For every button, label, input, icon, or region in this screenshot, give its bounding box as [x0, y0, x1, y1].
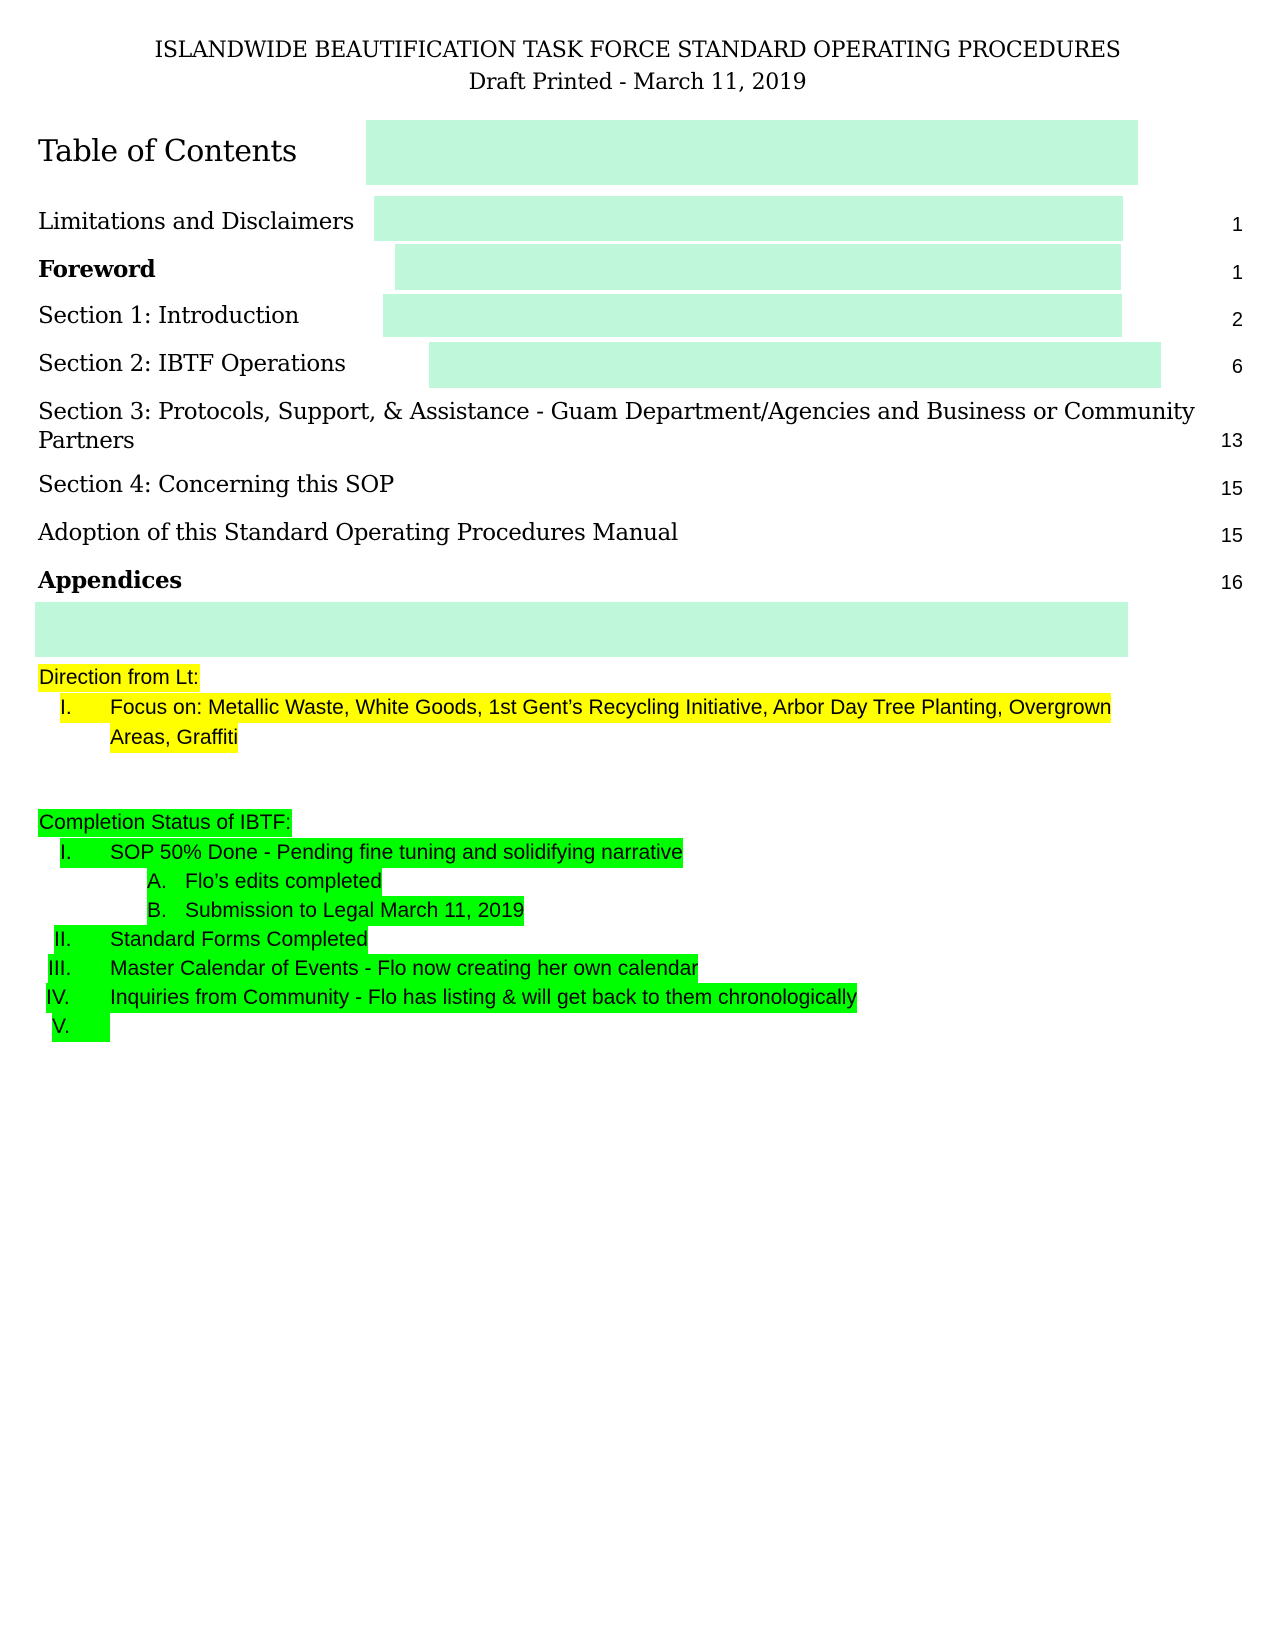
list-item	[0, 983, 1275, 1013]
toc-entry-page: 1	[1231, 262, 1243, 284]
list-item	[0, 954, 1275, 984]
list-marker: A.	[147, 867, 185, 897]
direction-item-text-line1: Focus on: Metallic Waste, White Goods, 1st Gent’s Recycling Initiative, Arbor Day Tree Planting, Overgrown	[110, 693, 1111, 723]
highlight-box-row-4	[429, 342, 1161, 388]
toc-heading: Table of Contents	[38, 134, 297, 169]
list-item	[0, 925, 1275, 955]
list-item	[0, 838, 1275, 868]
toc-entry-label[interactable]: Foreword	[38, 256, 156, 283]
list-marker: III.	[48, 954, 110, 984]
toc-entry-label[interactable]: Adoption of this Standard Operating Procedures Manual	[38, 520, 678, 546]
toc-entry-page: 6	[1231, 356, 1243, 378]
highlight-box-bottom	[35, 602, 1128, 657]
highlight-box-row-3	[383, 294, 1122, 337]
draft-date: Draft Printed - March 11, 2019	[468, 70, 807, 95]
list-item-text: Master Calendar of Events - Flo now creating her own calendar	[110, 954, 698, 984]
toc-entry-label[interactable]: Section 1: Introduction	[38, 303, 299, 329]
document-title: ISLANDWIDE BEAUTIFICATION TASK FORCE STANDARD OPERATING PROCEDURES	[154, 38, 1121, 63]
list-item	[0, 1012, 1275, 1042]
toc-entry-page: 16	[1220, 572, 1243, 594]
toc-entry-page: 1	[1231, 214, 1243, 236]
highlight-box-heading	[366, 120, 1138, 185]
toc-entry-label[interactable]: Section 2: IBTF Operations	[38, 351, 346, 377]
list-item-text: Flo’s edits completed	[185, 867, 382, 897]
list-marker: B.	[147, 896, 185, 926]
direction-item-text-line2: Areas, Graffiti	[110, 723, 238, 753]
highlight-box-row-1	[374, 196, 1123, 241]
list-marker: I.	[60, 838, 110, 868]
list-marker: II.	[54, 925, 110, 955]
list-item-text: SOP 50% Done - Pending fine tuning and solidifying narrative	[110, 838, 683, 868]
status-heading: Completion Status of IBTF:	[38, 809, 292, 837]
list-item	[0, 867, 1275, 897]
toc-entry-page: 15	[1220, 478, 1243, 500]
toc-entry-label[interactable]: Appendices	[38, 567, 182, 594]
list-marker: IV.	[46, 983, 110, 1013]
list-item	[0, 896, 1275, 926]
direction-item	[0, 693, 1275, 753]
list-item-text: Standard Forms Completed	[110, 925, 368, 955]
toc-entry-page: 15	[1220, 525, 1243, 547]
toc-entry-page: 2	[1231, 309, 1243, 331]
list-item-text: Submission to Legal March 11, 2019	[185, 896, 524, 926]
highlight-box-row-2	[395, 244, 1121, 290]
list-item-text: Inquiries from Community - Flo has listing & will get back to them chronologically	[110, 983, 857, 1013]
toc-entry-label[interactable]: Limitations and Disclaimers	[38, 209, 355, 235]
toc-entry-label[interactable]: Section 3: Protocols, Support, & Assistance - Guam Department/Agencies and Business or Community Partners	[38, 399, 1195, 454]
list-marker: V.	[52, 1012, 110, 1042]
list-marker: I.	[60, 693, 110, 723]
toc-entry-page: 13	[1220, 430, 1243, 452]
toc-entry-label[interactable]: Section 4: Concerning this SOP	[38, 472, 394, 498]
direction-heading: Direction from Lt:	[38, 664, 200, 692]
